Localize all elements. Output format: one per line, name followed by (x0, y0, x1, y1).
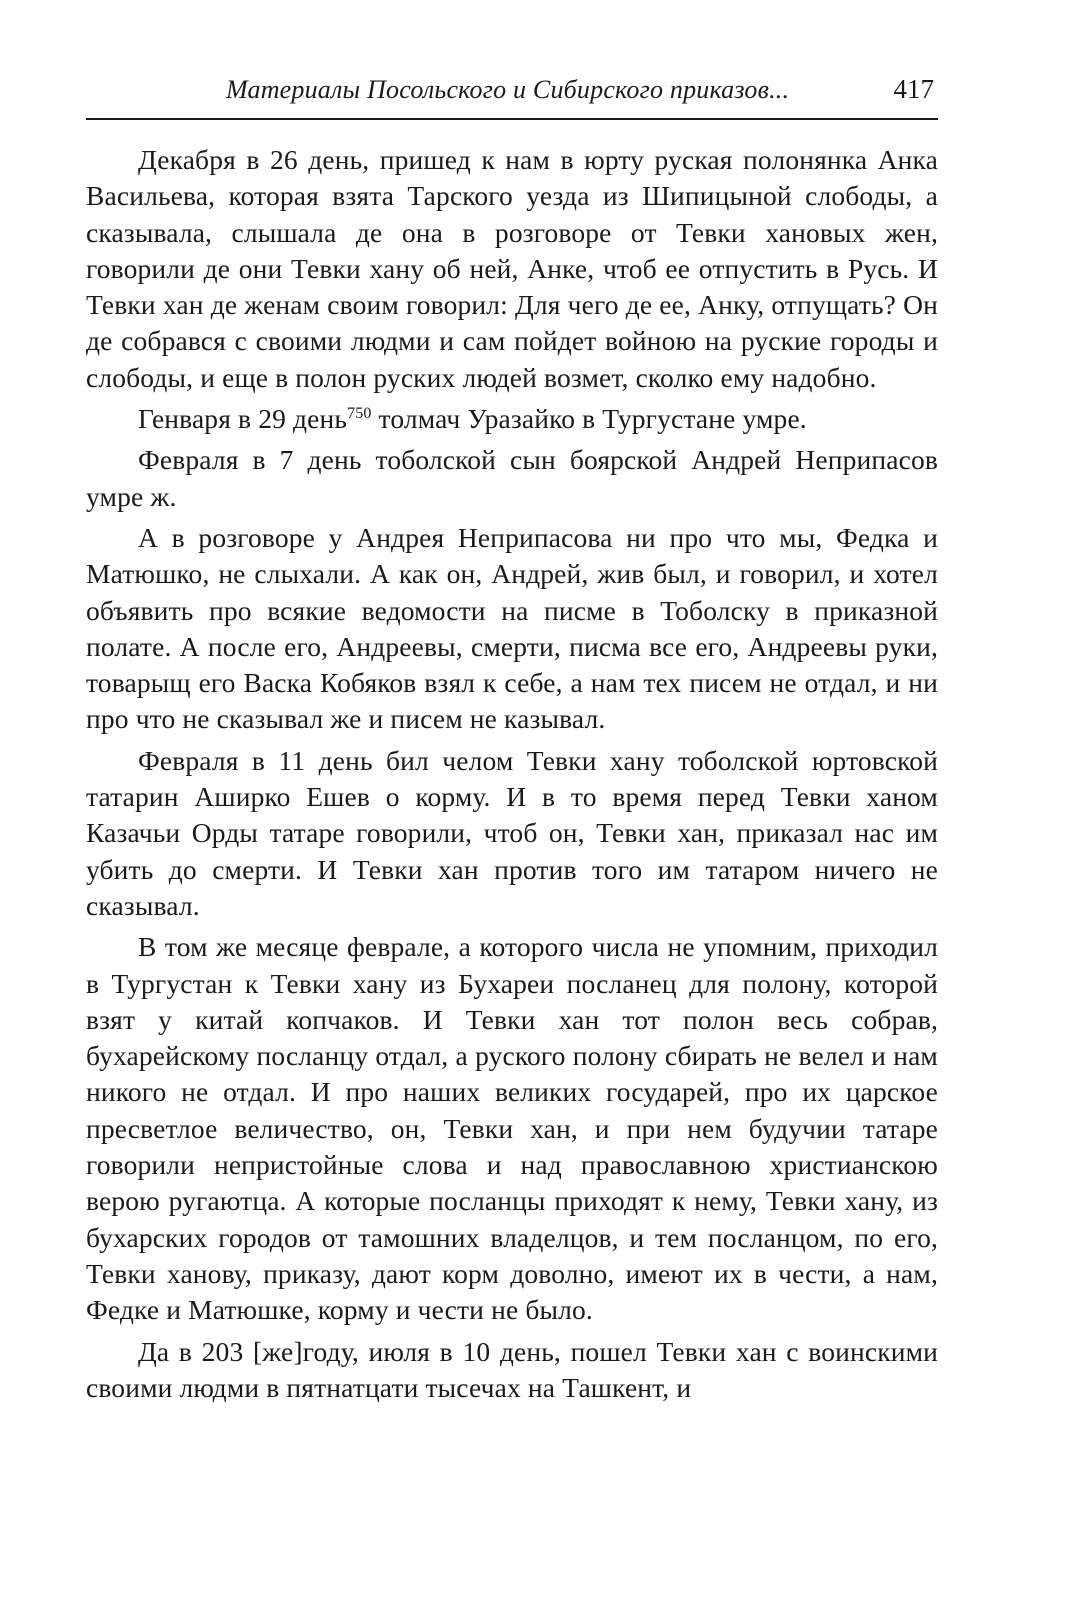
book-page (86, 74, 938, 1406)
page-number: 417 (893, 74, 934, 104)
paragraph: А в розговоре у Андрея Неприпасова ни про что мы, Федка и Матюшко, не слыхали. А как он, Андрей, жив был, и говорил, и хотел объявить про всякие ведомости на писме в Тоболску в приказной полате. А после его, Андреевы, смерти, писма все его, Андреевы руки, товарыщ его Васка Кобяков взял к себе, а нам тех писем не отдал, и ни про что не сказывал же и писем не казывал. (86, 521, 938, 735)
body-text (86, 142, 938, 1406)
paragraph (86, 401, 938, 437)
paragraph: Декабря в 26 день, пришед к нам в юрту руская полонянка Анка Васильева, которая взята Тарского уезда из Шипицыной слободы, а сказывала, слышала де она в розговоре от Тевки хановых жен, говорили де они Тевки хану об ней, Анке, чтоб ее отпустить в Русь. И Тевки хан де женам своим говорил: Для чего де ее, Анку, отпущать? Он де собрався с своими людми и сам пойдет войною на руские городы и слободы, и еще в полон руских людей возмет, сколко ему надобно. (86, 144, 938, 393)
paragraph: Да в 203 [же]году, июля в 10 день, пошел Тевки хан с воинскими своими людми в пятнатцати тысечах на Ташкент, и (86, 1335, 938, 1403)
paragraph: Февраля в 11 день бил челом Тевки хану тоболской юртовской татарин Аширко Ешев о корму. И в то время перед Тевки ханом Казачьи Орды татаре говорили, чтоб он, Тевки хан, приказал нас им убить до смерти. И Тевки хан против того им татаром ничего не сказывал. (86, 744, 938, 921)
paragraph-text: толмач Уразайко в Тургустане умре. (371, 403, 807, 435)
paragraph-text: Генваря в 29 день (138, 403, 348, 435)
running-title: Материалы Посольского и Сибирского приказов... (226, 75, 790, 104)
footnote-marker[interactable]: 750 (347, 404, 372, 422)
paragraph: Февраля в 7 день тоболской сын боярской Андрей Неприпасов умре ж. (86, 444, 938, 512)
paragraph: В том же месяце феврале, а которого числа не упомним, приходил в Тургустан к Тевки хану из Бухареи посланец для полону, которой взят у китай копчаков. И Тевки хан тот полон весь собрав, бухарейскому посланцу отдал, а руского полону сбирать не велел и нам никого не отдал. И про наших великих государей, про их царское пресветлое величество, он, Тевки хан, и при нем будучии татаре говорили непристойные слова и над православною христианскою верою ругаютца. А которые посланцы приходят к нему, Тевки хану, из бухарских городов от тамошних владелцов, и тем посланцом, по его, Тевки ханову, приказу, дают корм доволно, имеют их в чести, а нам, Федке и Матюшке, корму и чести не было. (86, 931, 938, 1326)
running-header (86, 74, 938, 120)
